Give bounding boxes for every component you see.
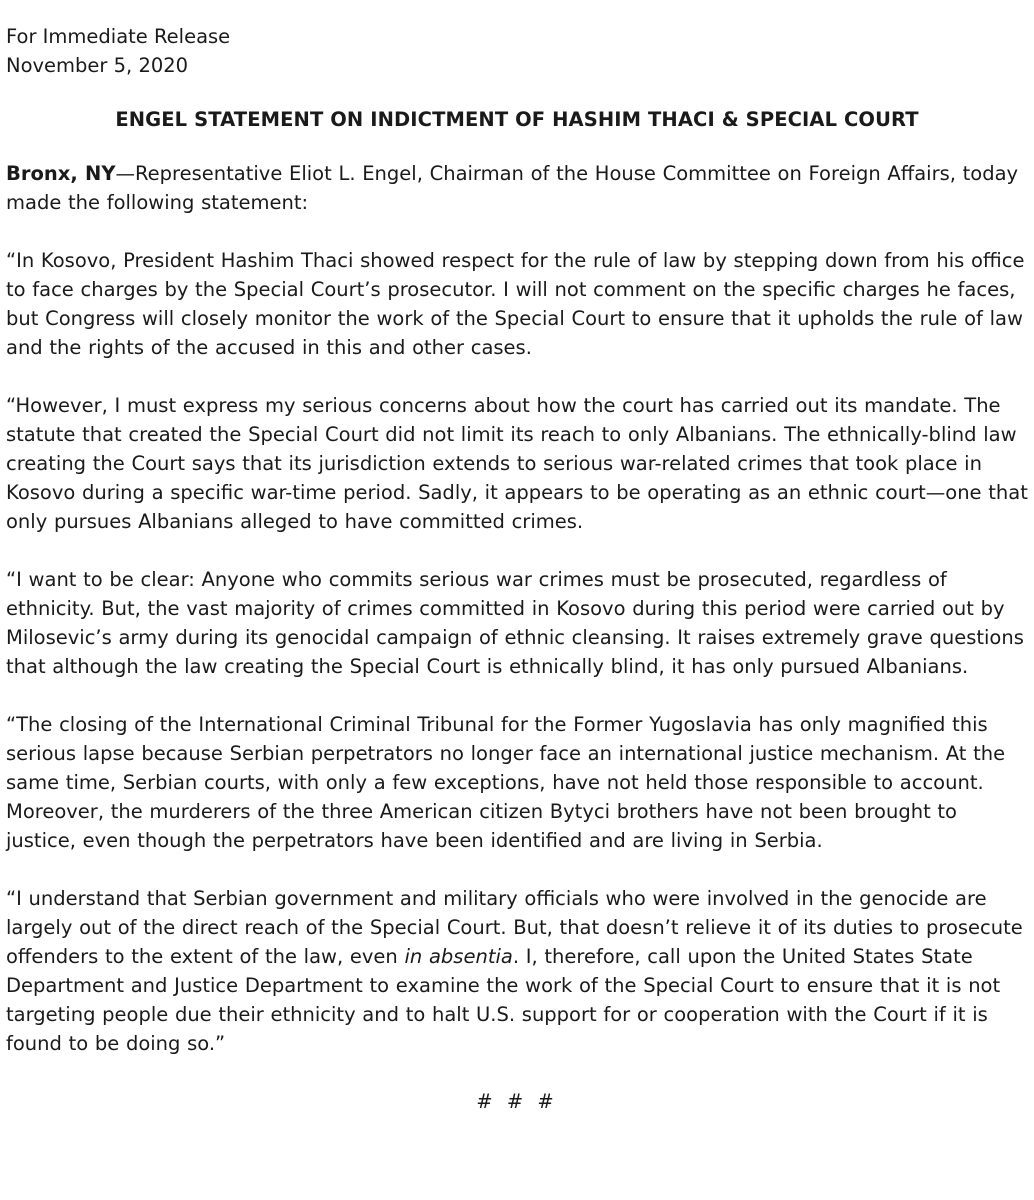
statement-paragraph-1: “In Kosovo, President Hashim Thaci showed respect for the rule of law by stepping down from his office to face charges by the Special Court’s prosecutor. I will not comment on the specific charges he faces, but Congress will closely monitor the work of the Special Court to ensure that it upholds the rule of law and the rights of the accused in this and other cases. [6,249,1025,359]
release-date: November 5, 2020 [6,54,189,77]
statement-paragraph-5 [6,884,1028,1058]
intro-text: —Representative Eliot L. Engel, Chairman of the House Committee on Foreign Affairs, today made the following statement: [6,162,1019,214]
intro-paragraph [6,159,1028,217]
press-release-document [6,22,1028,1116]
release-header [6,22,1028,80]
final-text-start: “I understand that Serbian government and military officials who were involved in the genocide are largely out of the direct reach of the Special Court. But, that doesn’t relieve it of its duties to prosecute offenders to the extent of the law, even [6,887,1023,968]
final-text-end: . I, therefore, call upon the United States State Department and Justice Department to examine the work of the Special Court to ensure that it is not targeting people due their ethnicity and to halt U.S. support for or cooperation with the Court if it is found to be doing so.” [6,945,1001,1055]
statement-paragraph-2: “However, I must express my serious concerns about how the court has carried out its mandate. The statute that created the Special Court did not limit its reach to only Albanians. The ethnically-blind law creating the Court says that its jurisdiction extends to serious war-related crimes that took place in Kosovo during a specific war-time period. Sadly, it appears to be operating as an ethnic court—one that only pursues Albanians alleged to have committed crimes. [6,394,1028,533]
release-label: For Immediate Release [6,25,231,48]
statement-paragraph-4: “The closing of the International Criminal Tribunal for the Former Yugoslavia has only magnified this serious lapse because Serbian perpetrators no longer face an international justice mechanism. At the same time, Serbian courts, with only a few exceptions, have not held those responsible to account. Moreover, the murderers of the three American citizen Bytyci brothers have not been brought to justice, even though the perpetrators have been identified and are living in Serbia. [6,713,1006,852]
final-text-italic: in absentia [404,945,513,968]
headline: ENGEL STATEMENT ON INDICTMENT OF HASHIM THACI & SPECIAL COURT [115,108,919,131]
dateline: Bronx, NY [6,162,116,185]
statement-paragraph-3: “I want to be clear: Anyone who commits serious war crimes must be prosecuted, regardless of ethnicity. But, the vast majority of crimes committed in Kosovo during this period were carried out by Milosevic’s army during its genocidal campaign of ethnic cleansing. It raises extremely grave questions that although the law creating the Special Court is ethnically blind, it has only pursued Albanians. [6,568,1024,678]
closing-marks: # # # [476,1090,558,1113]
